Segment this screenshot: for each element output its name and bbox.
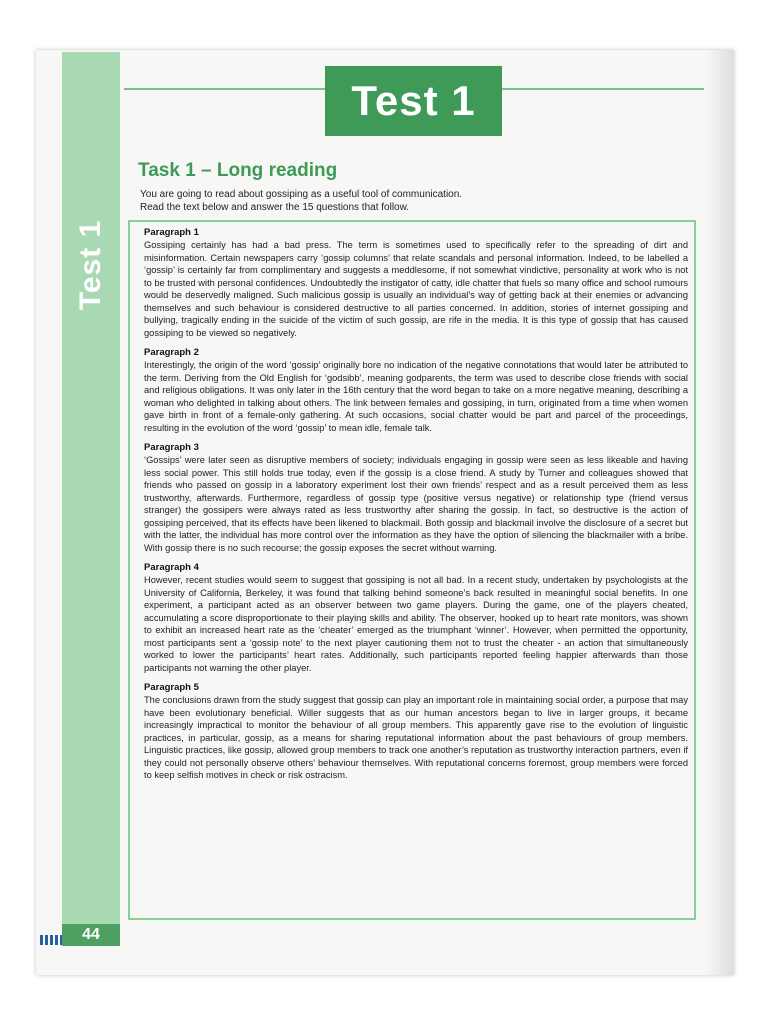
paragraph-5 <box>144 681 688 782</box>
task-intro <box>140 188 700 214</box>
paragraph-2 <box>144 346 688 434</box>
paragraph-heading: Paragraph 3 <box>144 442 199 453</box>
paragraph-1 <box>144 226 688 339</box>
paragraph-heading: Paragraph 4 <box>144 562 199 573</box>
paragraph-heading: Paragraph 5 <box>144 682 199 693</box>
paragraph-heading: Paragraph 2 <box>144 347 199 358</box>
paragraph-text: ‘Gossips’ were later seen as disruptive members of society; individuals engaging in gossip were seen as less likeable and having less social power. This still holds true today, even if the gossip is a close friend. A study by Turner and colleagues showed that friends who passed on gossip in a laboratory experiment lost their own friends’ respect and as a result perceived them as less trustworthy, afterwards. Furthermore, regardless of gossip type (positive versus negative) or relationship type (friend versus stranger) the gossipers were always rated as less trustworthy after sharing the gossip. In fact, so destructive is the action of gossiping perceived, that its effects have been likened to blackmail. Both gossip and blackmail involve the disclosure of a secret but with the latter, the individual has more control over the information as they have the option of silencing the blackmailer with a bribe. With gossip there is no such recourse; the gossip exposes the secret without warning. <box>144 455 688 553</box>
paragraph-4 <box>144 561 688 674</box>
paragraph-text: Interestingly, the origin of the word ‘gossip’ originally bore no indication of the negative connotations that would later be attributed to the term. Deriving from the Old English for ‘godsibb’, meaning godparents, the term was used to describe close friends with social and religious obligations. It was only later in the 16th century that the word began to take on a more negative meaning, describing a woman who delighted in talking about others. The link between females and gossiping, in turn, originated from a time when women gave birth in front of a female-only gathering. At such occasions, social chatter would be part and parcel of the proceedings, resulting in the evolution of the word ‘gossip’ to mean idle, female talk. <box>144 360 688 433</box>
paragraph-text: The conclusions drawn from the study suggest that gossip can play an important role in maintaining social order, a purpose that may have been evolutionary beneficial. Willer suggests that as our human ancestors began to live in larger groups, it became increasingly impractical to monitor the behaviour of all group members. This apparently gave rise to the evolution of linguistic practices, in particular, gossip, as a means for sharing reputational information about the past behaviours of group members. Linguistic practices, like gossip, allowed group members to track one another’s reputation as trustworthy interaction partners, even if they could not personally observe others’ behaviour themselves. With reputational concerns foremost, group members were forced to keep selfish motives in check or risk ostracism. <box>144 695 688 780</box>
paragraph-text: Gossiping certainly has had a bad press. The term is sometimes used to specifically refer to the spreading of dirt and misinformation. Certain newspapers carry ‘gossip columns’ that relate scandals and personal information. Indeed, to be labelled a ‘gossip’ is certainly far from complimentary and suggests a meddlesome, if not somewhat vindictive, personality at work who is not to be trusted with personal confidences. Undoubtedly the instigator of catty, idle chatter that fuels so many office and school rumours would be deservedly maligned. Such malicious gossip is usually an individual’s way of getting back at their enemies or advancing themselves and such behaviour is considered destructive to all parties concerned. In addition, stories of internet gossiping and bullying, tragically ending in the suicide of the victim of such gossip, are rife in the media. It is this type of gossip that has caused gossiping to be viewed so negatively. <box>144 240 688 338</box>
reading-text-box <box>128 220 696 920</box>
paragraph-3 <box>144 441 688 554</box>
paragraph-text: However, recent studies would seem to suggest that gossiping is not all bad. In a recent study, undertaken by psychologists at the University of California, Berkeley, it was found that talking behind someone’s back resulted in meaningful social benefits. In one experiment, a participant acted as an observer between two game players. During the game, one of the players cheated, accumulating a score disproportionate to their playing skills and ability. The observer, hooked up to heart rate monitors, was shown to exhibit an increased heart rate as the ‘cheater’ emerged as the triumphant ‘winner’. However, when permitted the opportunity, most participants sent a ‘gossip note’ to the next player cautioning them not to trust the cheater - an action that simultaneously worked to lower the participants’ heart rates. Additionally, such participants reported feeling happier afterwards than those participants not warning the other player. <box>144 575 688 673</box>
page-number: 44 <box>62 924 120 946</box>
intro-line-1: You are going to read about gossiping as a useful tool of communication. <box>140 189 463 200</box>
test-title: Test 1 <box>351 77 476 124</box>
task-title: Task 1 – Long reading <box>138 160 338 181</box>
side-label: Test 1 <box>74 219 108 311</box>
page-edge-decoration <box>40 935 62 945</box>
page-gutter-shadow <box>705 50 734 975</box>
test-title-box <box>325 66 502 136</box>
intro-line-2: Read the text below and answer the 15 questions that follow. <box>140 202 410 213</box>
paragraph-heading: Paragraph 1 <box>144 227 199 238</box>
side-strip <box>62 52 120 942</box>
